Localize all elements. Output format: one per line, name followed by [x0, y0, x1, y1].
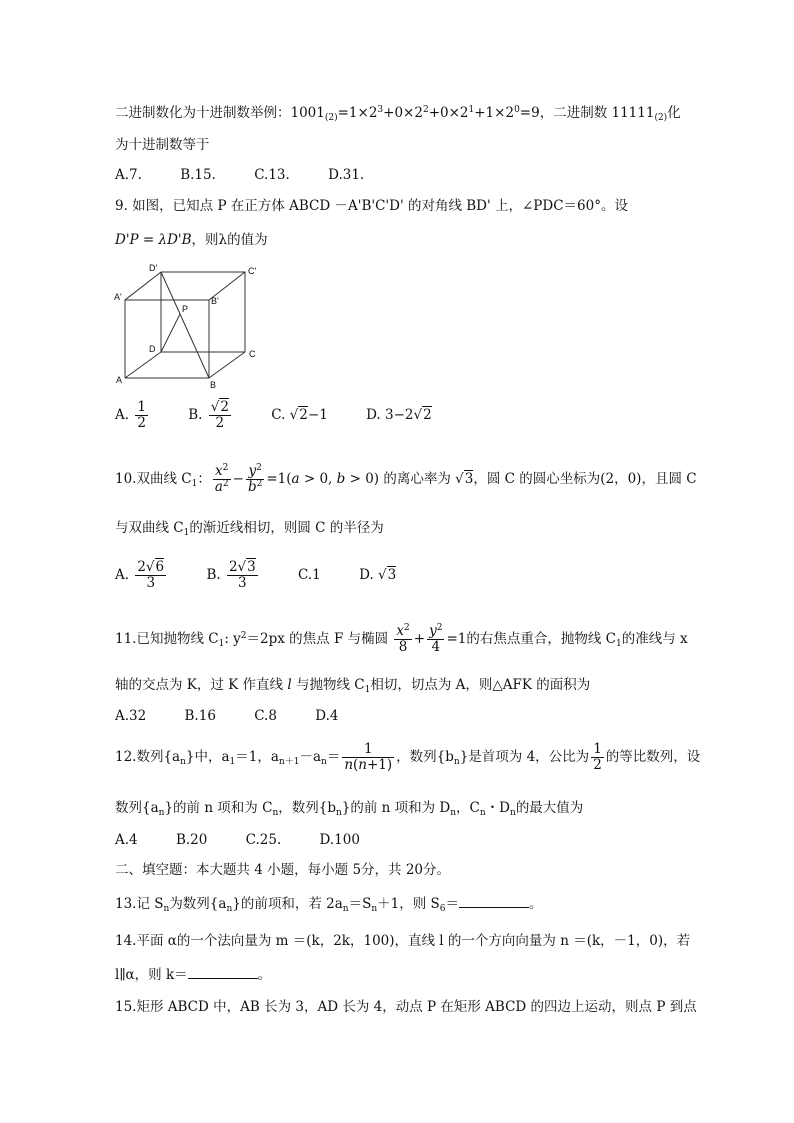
q10-line-1: 10.双曲线 $C_1$： $\frac{x^2}{a^2}$ − $\frac{y^2}{b^2}$ =1(a > 0, b > 0) 的离心率为 √3，圆 C 的圆心坐标为(2，0)，且圆 C	[115, 463, 697, 495]
option-b: B. $\frac{2√3}{3}$	[206, 559, 256, 591]
q11-options	[115, 708, 372, 724]
option-a: A.32	[115, 708, 147, 724]
answer-blank	[188, 977, 258, 979]
q10-options	[115, 560, 430, 591]
q10-line-2: 与双曲线 $C_1$的渐近线相切，则圆 C 的半径为	[115, 520, 384, 538]
q9-options	[115, 400, 466, 431]
q11-line-1: 11.已知抛物线 $C_1$: $y^2=2px$ 的焦点 F 与椭圆 $\frac{x^2}{8}$ + $\frac{y^2}{4}$ =1的右焦点重合，抛物线 $C_1$的准线与 x	[115, 623, 688, 655]
label-p: P	[182, 304, 189, 314]
cube-diagram	[112, 262, 272, 392]
label-c-prime: C'	[248, 266, 257, 276]
q9-line-2: D'P = λD'B，则λ的值为	[115, 232, 268, 248]
q14-line-2: l∥α，则 k＝ 。	[115, 967, 272, 983]
option-c: C.1	[298, 566, 321, 583]
q9-line-1: 9. 如图，已知点 P 在正方体 ABCD －A'B'C'D' 的对角线 BD' 上，∠PDC＝60°。设	[115, 198, 628, 214]
label-b: B	[210, 380, 217, 390]
diagonal-bd	[161, 272, 209, 378]
intro-line-2: 为十进制数等于	[115, 137, 210, 153]
q14-line-1: 14.平面 α的一个法向量为 m ＝(k，2k，100)，直线 l 的一个方向向量为 n ＝(k，－1，0)，若	[115, 933, 691, 949]
q11-line-2: 轴的交点为 K，过 K 作直线 l 与抛物线 $C_1$相切，切点为 A，则△AFK 的面积为	[115, 677, 591, 695]
option-a: A.4	[115, 832, 138, 848]
option-c: C.8	[254, 708, 277, 724]
q12-line-1: 12.数列$\{a_n\}$中，$a_1=1$，$a_{n+1}-a_n=$ $\frac{1}{n(n+1)}$ ，数列$\{b_n\}$是首项为 4，公比为 $\frac{1}{2}$ 的等比数列，设	[115, 741, 701, 773]
q15-line-1: 15.矩形 ABCD 中，AB 长为 3，AD 长为 4，动点 P 在矩形 ABCD 的四边上运动，则点 P 到点	[115, 999, 697, 1015]
cube-back-edges	[161, 272, 245, 352]
option-c: C. √2−1	[271, 406, 328, 423]
answer-blank	[459, 906, 529, 908]
label-c: C	[249, 349, 256, 359]
section-2-heading: 二、填空题：本大题共 4 小题，每小题 5分，共 20分。	[115, 862, 451, 878]
option-d: D.100	[319, 832, 360, 848]
option-c: C.13.	[254, 167, 290, 183]
option-d: D. √3	[359, 566, 397, 583]
option-a: A. $\frac{1}{2}$	[115, 399, 146, 431]
option-b: B.15.	[180, 167, 216, 183]
q12-options	[115, 832, 394, 848]
intro-options	[115, 167, 398, 183]
option-b: B. $\frac{√2}{2}$	[188, 399, 229, 431]
label-a-prime: A'	[114, 292, 122, 302]
option-d: D.31.	[328, 167, 365, 183]
option-d: D. 3−2√2	[366, 406, 432, 423]
intro-line-1: 二进制数化为十进制数举例：$1001_{(2)}=1\times 2^3+0\times 2^2+0\times 2^1+1\times 2^0=9$，二进制数 $11111_{(2)}$化	[115, 105, 681, 123]
q13-line: 13.记 $S_n$为数列$\{a_n\}$的前项和，若 $2a_n=S_n+1$，则 $S_6=$ 。	[115, 896, 543, 914]
option-b: B.20	[175, 832, 208, 848]
label-b-prime: B'	[211, 296, 219, 306]
label-d: D	[149, 344, 156, 354]
segment-dp	[161, 314, 180, 352]
option-a: A. $\frac{2√6}{3}$	[115, 559, 165, 591]
option-c: C.25.	[245, 832, 282, 848]
label-a: A	[116, 375, 123, 385]
option-d: D.4	[315, 708, 339, 724]
q12-line-2: 数列$\{a_n\}$的前 n 项和为 $C_n$，数列$\{b_n\}$的前 n 项和为 $D_n$，$C_n$・$D_n$的最大值为	[115, 800, 584, 818]
option-a: A.7.	[115, 167, 142, 183]
label-d-prime: D'	[149, 263, 158, 273]
option-b: B.16	[184, 708, 216, 724]
